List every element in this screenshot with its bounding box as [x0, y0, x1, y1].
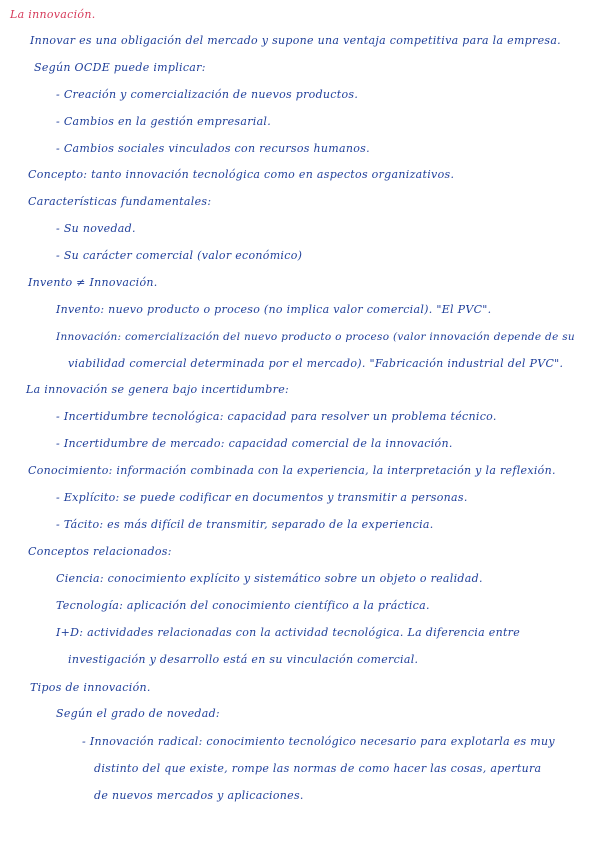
- note-line: Tipos de innovación.: [30, 681, 151, 694]
- note-line: Según OCDE puede implicar:: [34, 61, 206, 74]
- note-line: - Su novedad.: [56, 222, 136, 235]
- note-line: - Cambios sociales vinculados con recursos humanos.: [56, 142, 370, 155]
- note-line: Características fundamentales:: [28, 195, 212, 208]
- page-title: [10, 8, 96, 22]
- note-line: - Innovación radical: conocimiento tecnológico necesario para explotarla es muy: [82, 735, 555, 748]
- note-line: I+D: actividades relacionadas con la actividad tecnológica. La diferencia entre: [56, 626, 521, 639]
- note-line: distinto del que existe, rompe las normas de como hacer las cosas, apertura: [94, 762, 542, 775]
- note-line: Conocimiento: información combinada con la experiencia, la interpretación y la reflexión.: [28, 464, 556, 477]
- note-line: Tecnología: aplicación del conocimiento científico a la práctica.: [56, 599, 430, 612]
- page-title-text: La innovación.: [10, 8, 96, 21]
- note-line: de nuevos mercados y aplicaciones.: [94, 789, 304, 802]
- note-line: Conceptos relacionados:: [28, 545, 172, 558]
- note-line: - Tácito: es más difícil de transmitir, separado de la experiencia.: [56, 518, 434, 531]
- note-line: - Cambios en la gestión empresarial.: [56, 115, 272, 128]
- note-line: Concepto: tanto innovación tecnológica como en aspectos organizativos.: [28, 168, 455, 181]
- note-line: Ciencia: conocimiento explícito y sistemático sobre un objeto o realidad.: [56, 572, 483, 585]
- note-line: - Su carácter comercial (valor económico): [56, 249, 303, 262]
- note-line: - Explícito: se puede codificar en documentos y transmitir a personas.: [56, 491, 468, 504]
- note-line: - Creación y comercialización de nuevos productos.: [56, 88, 359, 101]
- note-line: Innovación: comercialización del nuevo producto o proceso (valor innovación depende de su: [56, 331, 575, 343]
- note-line: La innovación se genera bajo incertidumbre:: [26, 383, 290, 396]
- note-line: Invento ≠ Innovación.: [28, 276, 158, 289]
- note-line: viabilidad comercial determinada por el mercado). "Fabricación industrial del PVC".: [68, 357, 564, 370]
- note-line: - Incertidumbre tecnológica: capacidad para resolver un problema técnico.: [56, 410, 497, 423]
- note-line: Según el grado de novedad:: [56, 707, 220, 720]
- note-line: investigación y desarrollo está en su vinculación comercial.: [68, 653, 419, 666]
- note-line: Invento: nuevo producto o proceso (no implica valor comercial). "El PVC".: [56, 303, 492, 316]
- note-line: - Incertidumbre de mercado: capacidad comercial de la innovación.: [56, 437, 453, 450]
- note-line: Innovar es una obligación del mercado y supone una ventaja competitiva para la empresa.: [30, 34, 561, 47]
